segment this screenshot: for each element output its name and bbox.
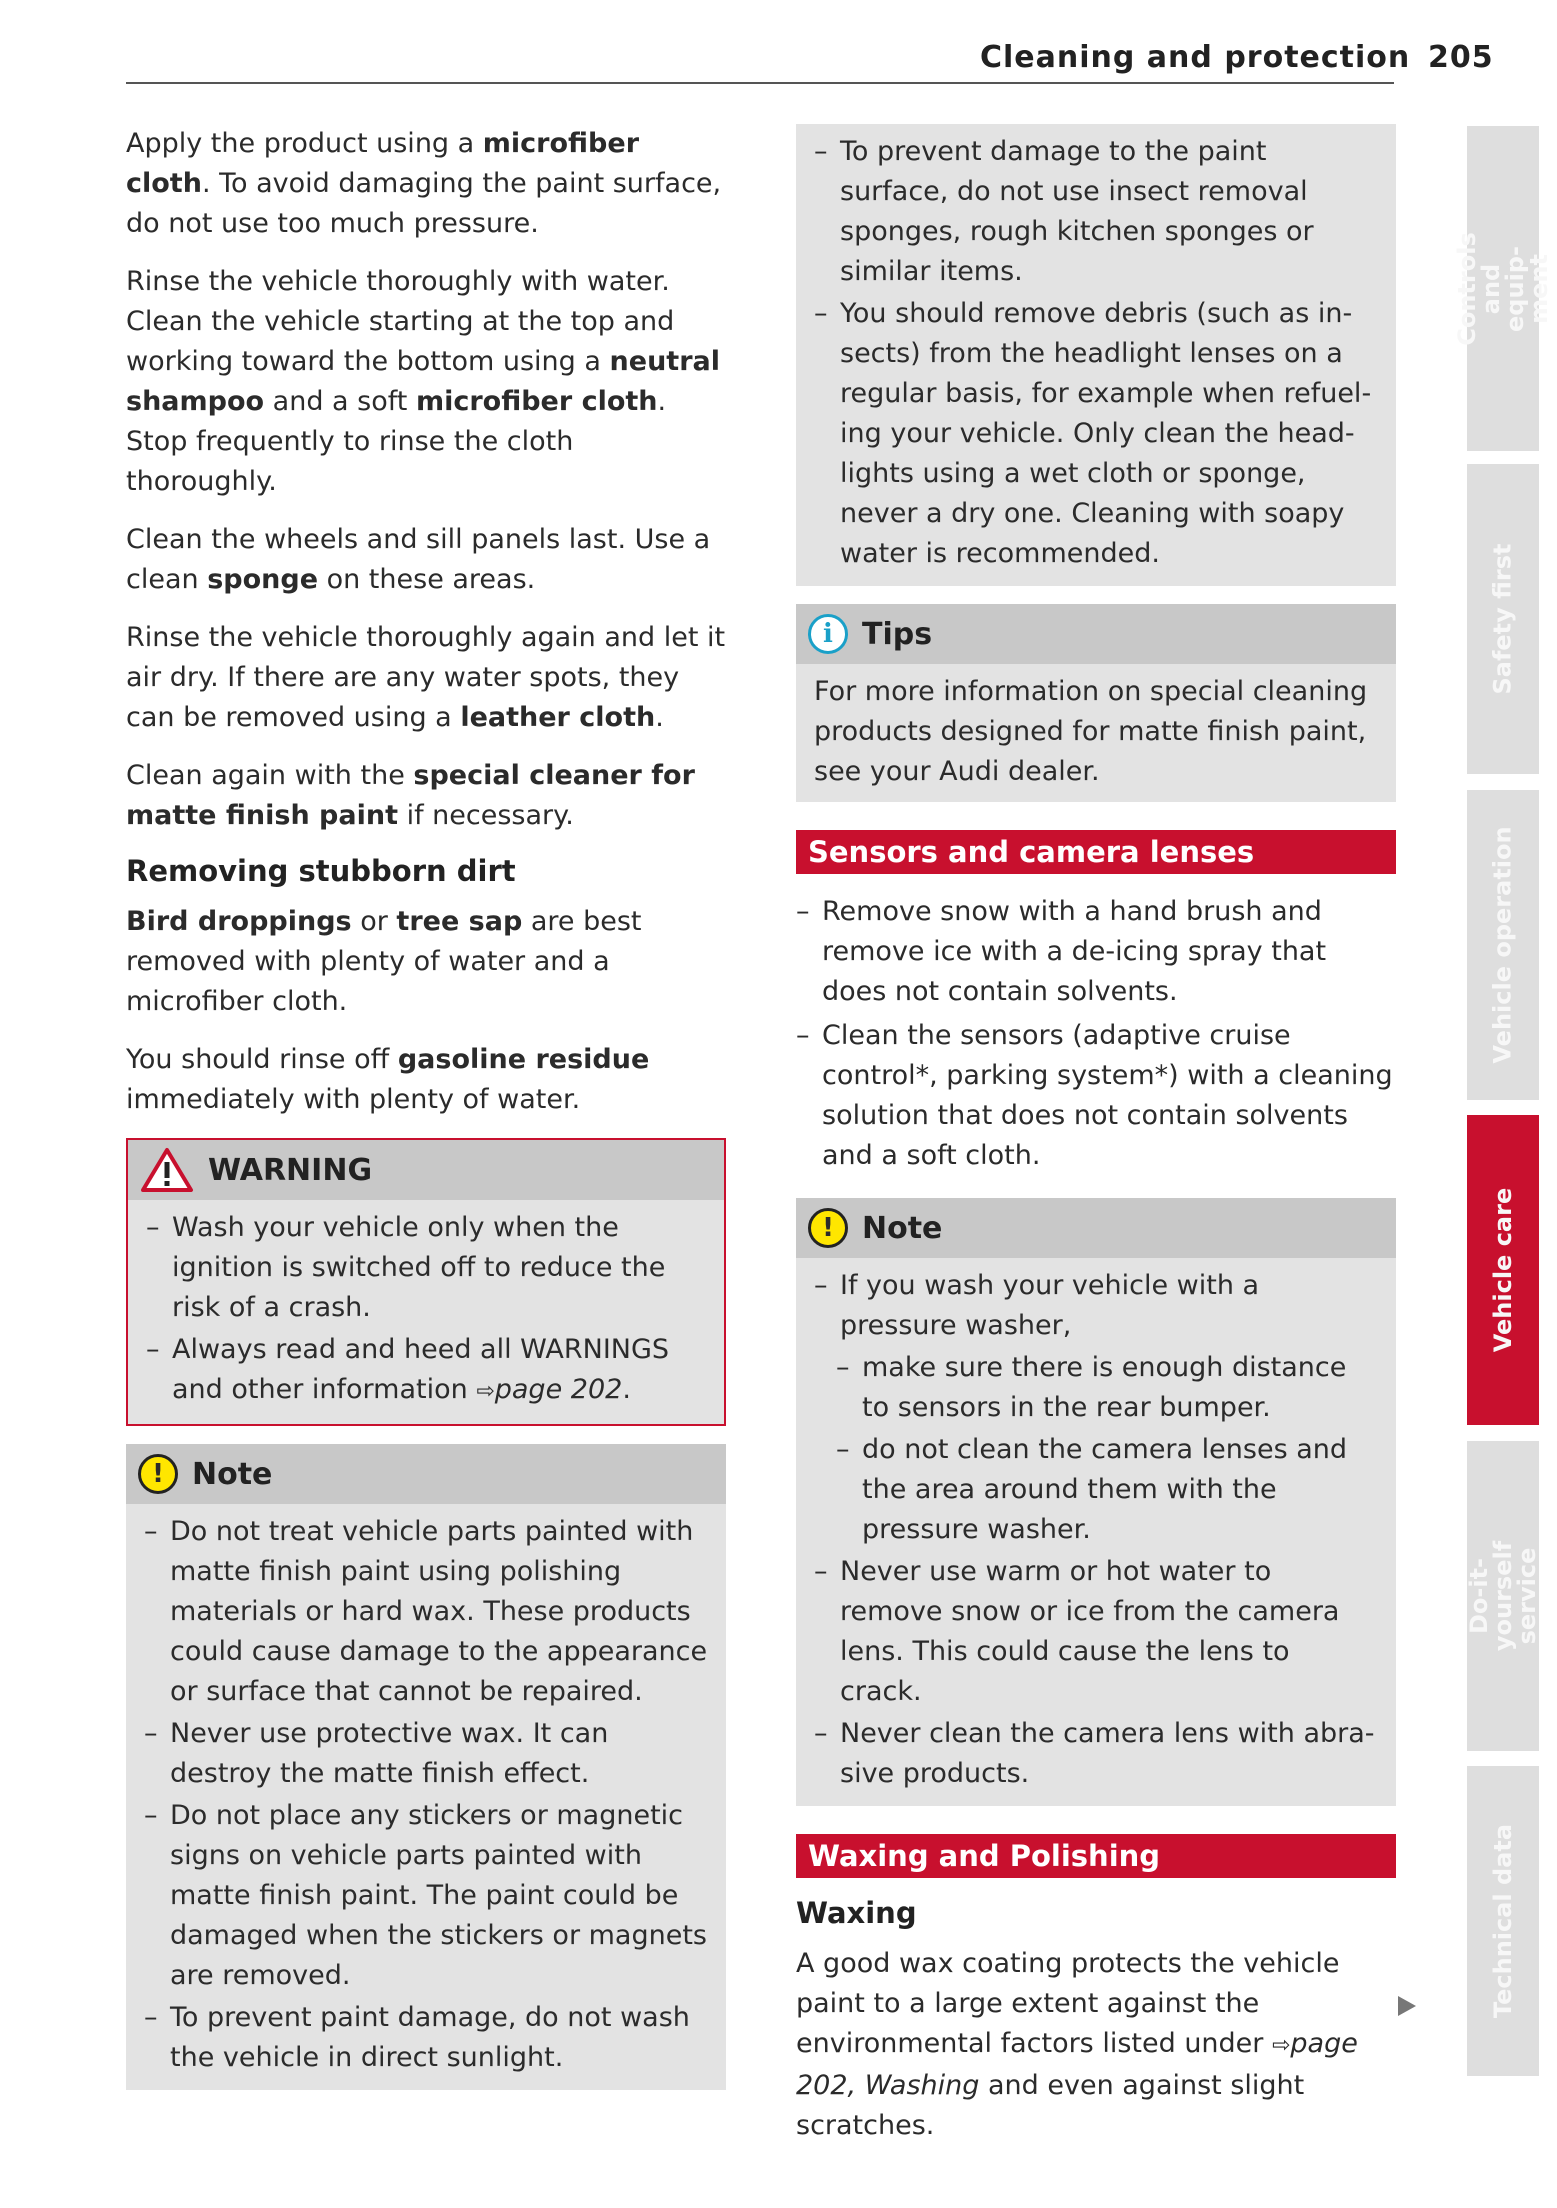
paragraph-apply-product: Apply the product using a microfiber cloth. To avoid damaging the paint surface, do not use too much pressure. xyxy=(126,128,722,239)
side-tab-controls[interactable]: Controls and equipment xyxy=(1467,126,1539,451)
paragraph-rinse: Rinse the vehicle thoroughly with water. Clean the vehicle starting at the top and working toward the bottom using a neutral shampoo and a soft microfiber cloth. Stop frequently to rinse the cloth thoroughly. xyxy=(126,266,720,497)
warning-item: – Wash your vehicle only when the ignition is switched off to reduce the risk of a crash. xyxy=(146,1208,706,1328)
note-subitem: – do not clean the camera lenses and the area around them with the pressure washer. xyxy=(836,1430,1378,1550)
side-tab-technical-data[interactable]: Technical data xyxy=(1467,1766,1539,2076)
left-column xyxy=(126,124,726,2108)
info-icon: i xyxy=(808,614,848,654)
note-subitem: – make sure there is enough distance to sensors in the rear bumper. xyxy=(836,1348,1378,1428)
note-item: – Never use warm or hot water to remove snow or ice from the camera lens. This could cause the lens to crack. xyxy=(814,1552,1378,1712)
warning-header xyxy=(128,1140,724,1200)
section-heading-waxing-polishing: Waxing and Polishing xyxy=(796,1834,1396,1878)
header-divider xyxy=(126,82,1394,84)
note-item: – Do not place any stickers or magnetic signs on vehicle parts painted with matte finish paint. The paint could be damaged when the stickers or magnets are removed. xyxy=(144,1796,708,1996)
right-column xyxy=(796,124,1396,2164)
note-header xyxy=(126,1444,726,1504)
paragraph-gasoline: You should rinse off gasoline residue immediately with plenty of water. xyxy=(126,1044,650,1115)
note-header xyxy=(796,1198,1396,1258)
paragraph-bird-droppings: Bird droppings or tree sap are best removed with plenty of water and a microfiber cloth. xyxy=(126,906,642,1017)
exclamation-note-icon: ! xyxy=(808,1208,848,1248)
paragraph-waxing: A good wax coating protects the vehicle paint to a large extent against the environmental factors listed under ⇨page 202, Washing and even against slight scratches. xyxy=(796,1948,1358,2141)
note-body xyxy=(126,1504,726,2090)
note-box-pressure-washer xyxy=(796,1198,1396,1806)
side-tab-vehicle-operation[interactable]: Vehicle operation xyxy=(1467,790,1539,1100)
warning-item: – Always read and heed all WARNINGS and other information ⇨page 202. xyxy=(146,1330,706,1412)
note-item: – Never use protective wax. It can destroy the matte finish effect. xyxy=(144,1714,708,1794)
page-ref-arrow-icon: ⇨ xyxy=(476,1379,495,1404)
note-label: Note xyxy=(192,1456,273,1492)
tips-text: For more information on special cleaning products designed for matte finish paint, see your Audi dealer. xyxy=(814,676,1368,787)
warning-triangle-icon xyxy=(140,1147,194,1193)
tips-body xyxy=(796,664,1396,802)
page-reference-link[interactable]: page 202, Washing xyxy=(796,2028,1358,2101)
paragraph-air-dry: Rinse the vehicle thoroughly again and let it air dry. If there are any water spots, they can be removed using a leather cloth. xyxy=(126,622,726,733)
note-label: Note xyxy=(862,1210,943,1246)
note-item: – Never clean the camera lens with abrasive products. xyxy=(814,1714,1378,1794)
note-box-matte-paint xyxy=(126,1444,726,2090)
paragraph-wheels: Clean the wheels and sill panels last. Use a clean sponge on these areas. xyxy=(126,524,711,595)
side-tab-vehicle-care[interactable]: Vehicle care xyxy=(1467,1115,1539,1425)
tips-box xyxy=(796,604,1396,802)
continued-arrow-icon xyxy=(1398,1996,1416,2016)
continued-note-body xyxy=(796,124,1396,586)
continued-note-box xyxy=(796,124,1396,586)
tips-header xyxy=(796,604,1396,664)
side-tab-safety[interactable]: Safety first xyxy=(1467,464,1539,774)
side-tab-diy-service[interactable]: Do-it-yourself service xyxy=(1467,1441,1539,1751)
note-body xyxy=(796,1258,1396,1806)
note-item: – If you wash your vehicle with a pressure washer, xyxy=(814,1266,1378,1346)
page-reference-link[interactable]: page 202 xyxy=(494,1374,623,1405)
paragraph-special-cleaner: Clean again with the special cleaner for matte finish paint if necessary. xyxy=(126,760,695,831)
note-item: – To prevent paint damage, do not wash the vehicle in direct sunlight. xyxy=(144,1998,708,2078)
warning-body xyxy=(128,1200,724,1424)
running-header-title: Cleaning and protection xyxy=(980,40,1411,75)
page-number: 205 xyxy=(1428,40,1494,75)
heading-waxing: Waxing xyxy=(796,1896,917,1930)
list-item: – Clean the sensors (adaptive cruise control*, parking system*) with a cleaning solution that does not contain solvents and a soft cloth. xyxy=(796,1016,1396,1176)
heading-removing-stubborn-dirt: Removing stubborn dirt xyxy=(126,854,516,888)
note-item: – Do not treat vehicle parts painted with matte finish paint using polishing materials or hard wax. These products could cause damage to the appearance or surface that cannot be repaired. xyxy=(144,1512,708,1712)
page-ref-arrow-icon: ⇨ xyxy=(1271,2033,1291,2058)
note-item: – To prevent damage to the paint surface, do not use insect removal sponges, rough kitchen sponges or similar items. xyxy=(814,132,1378,292)
tips-label: Tips xyxy=(862,616,933,652)
warning-box xyxy=(126,1138,726,1426)
exclamation-note-icon: ! xyxy=(138,1454,178,1494)
warning-label: WARNING xyxy=(208,1152,373,1188)
note-item: – You should remove debris (such as insects) from the headlight lenses on a regular basis, for example when refueling your vehicle. Only clean the headlights using a wet cloth or sponge, never a dry one. Cleaning with soapy water is recommended. xyxy=(814,294,1378,574)
list-item: – Remove snow with a hand brush and remove ice with a de-icing spray that does not contain solvents. xyxy=(796,892,1396,1012)
sensors-list xyxy=(796,892,1396,1176)
section-heading-sensors: Sensors and camera lenses xyxy=(796,830,1396,874)
